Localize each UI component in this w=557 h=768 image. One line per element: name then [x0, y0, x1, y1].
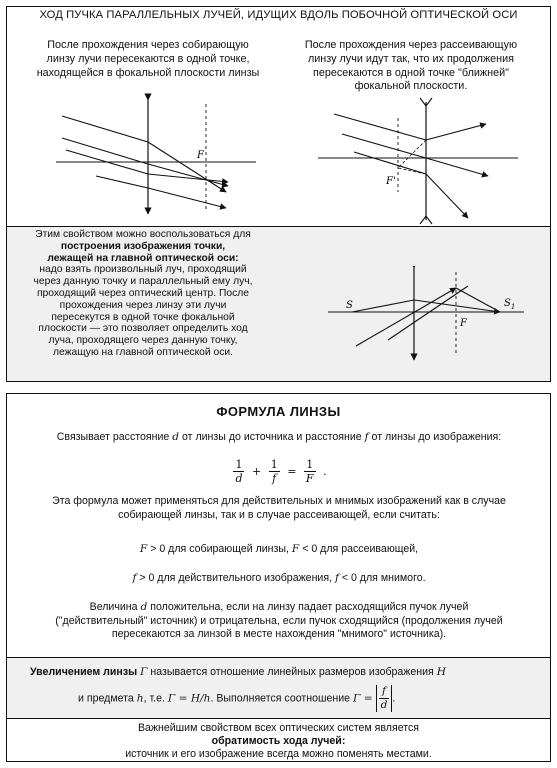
parallel-ray [356, 288, 456, 346]
formula-usage: Эта формула может применяться для действительных и мнимых изображений как в случае собирающей линзы, так и в случае рассеивающей, если считать: [52, 495, 506, 521]
ray-2-in [62, 138, 148, 164]
source-label: S [346, 300, 353, 311]
formula-intro: Связывает расстояние d от линзы до источника и расстояние f от линзы до изображения: [56, 431, 502, 443]
ray-1-in [62, 116, 148, 142]
focus-label: F [197, 150, 204, 161]
magnification-definition: Увеличением линзы Γ называется отношение линейных размеров изображения H [30, 666, 446, 678]
image-construction-diagram [328, 266, 528, 366]
ray-2-out [426, 158, 488, 176]
formula-title: ФОРМУЛА ЛИНЗЫ [216, 404, 341, 419]
ray-3-out [426, 174, 468, 218]
diverging-lens-text: После прохождения через рассеивающую линзу лучи идут так, что их продолжения пересекаются в одной точке "ближней" фокальной плоскости. [304, 39, 518, 93]
magnification-relation: и предмета h, т.е. Γ = H/h. Выполняется соотношение Γ = $\frac{f}{d}$ . [78, 685, 396, 711]
ray-from-source [352, 300, 414, 312]
converging-lens-text: После прохождения через собирающую линзу лучи пересекаются в одной точке, находящейся в фокальной плоскости линзы [36, 39, 260, 79]
sign-convention-d: Величина d положительна, если на линзу падает расходящийся пучок лучей ("действительный" источник) и отрицательна, если пучок сходящийся (продолжения лучей пересекаются за линзой в месте нахождения "мнимого" источника). [55, 601, 503, 640]
parallel-ray-2 [388, 286, 468, 340]
converging-lens-diagram [56, 92, 256, 222]
reversibility-note: Важнейшим свойством всех оптических систем является обратимость хода лучей: источник и его изображение всегда можно поменять местами. [125, 722, 432, 760]
image-label: $S_1$ [504, 298, 516, 311]
focus-label: F' [386, 176, 396, 187]
ray-2-in [342, 134, 426, 158]
focus-label: F [460, 318, 467, 329]
ray-refracted [414, 300, 500, 312]
lens-formula: $\frac{1}{d}$ + $\frac{1}{f}$ = $\frac{1}{F}$ . [235, 458, 327, 485]
section-title: ХОД ПУЧКА ПАРАЛЛЕЛЬНЫХ ЛУЧЕЙ, ИДУЩИХ ВДОЛЬ ПОБОЧНОЙ ОПТИЧЕСКОЙ ОСИ [39, 9, 518, 21]
condition-f: f > 0 для действительного изображения, f < 0 для мнимого. [132, 572, 426, 584]
ray-1-out [426, 124, 486, 140]
diverging-lens-diagram [318, 96, 518, 226]
ray-4-in [96, 176, 148, 188]
condition-F: F > 0 для собирающей линзы, F < 0 для рассеивающей, [139, 543, 419, 555]
construction-text: Этим свойством можно воспользоваться для построения изображения точки, лежащей на главной оптической оси: надо взять произвольный луч, проходящий через данную точку и параллельный ему луч, проходящий через оптический центр. После прохождения через линзу эти лучи пересекутся в одной точке фокальной плоскости — это позволяет определить ход луча, проходящего через данную точку, лежащую на главной оптической оси. [33, 229, 253, 358]
ray-4-out [148, 188, 226, 208]
